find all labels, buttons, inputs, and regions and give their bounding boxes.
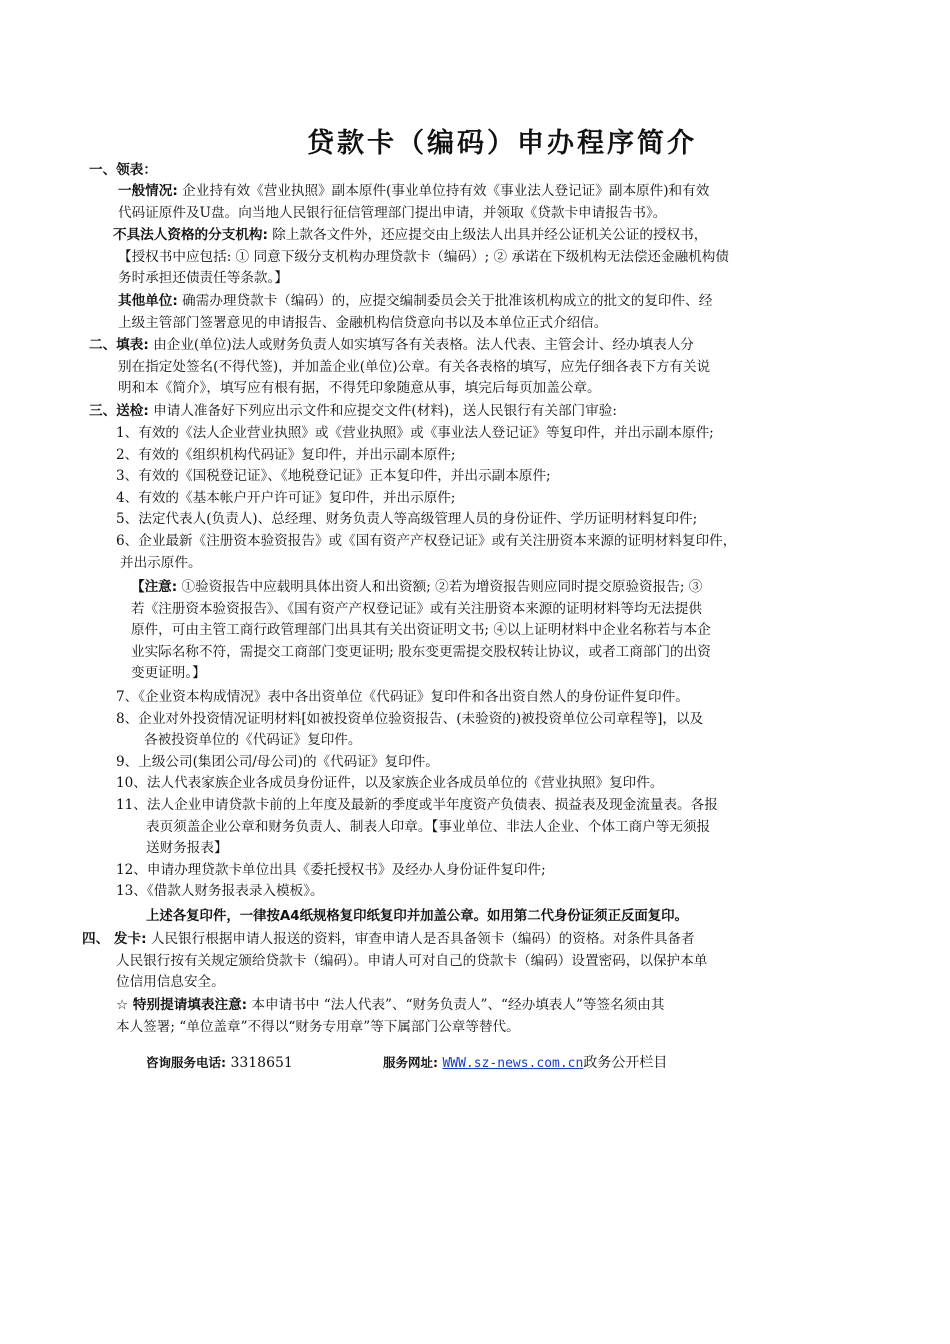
- note-line-5: 变更证明。】: [131, 665, 206, 682]
- web-suffix: 政务公开栏目: [583, 1055, 668, 1071]
- note-paragraph: [131, 577, 879, 685]
- general-paragraph: [118, 181, 878, 224]
- issue-line-3: 位信用信息安全。: [116, 974, 225, 991]
- submit-intro: 申请人准备好下列应出示文件和应提交文件(材料)，送人民银行有关部门审验:: [153, 403, 617, 419]
- list-item: 2、有效的《组织机构代码证》复印件，并出示副本原件;: [116, 446, 456, 463]
- branch-paragraph: [113, 225, 878, 290]
- list-item-continued: 并出示原件。: [120, 554, 202, 571]
- issue-line-1: 人民银行根据申请人报送的资料，审查申请人是否具备领卡（编码）的资格。对条件具备者: [150, 931, 695, 947]
- other-paragraph: [118, 291, 878, 334]
- contact-web: [383, 1052, 667, 1075]
- list-item: 7、《企业资本构成情况》表中各出资单位《代码证》复印件和各出资自然人的身份证件复印件。: [116, 689, 689, 705]
- branch-line-2: 【授权书中应包括: ① 同意下级分支机构办理贷款卡（编码）; ② 承诺在下级机构无法偿还金融机构债: [118, 248, 729, 265]
- list-item-continued: 表页须盖企业公章和财务负责人、制表人印章。【事业单位、非法人企业、个体工商户等无须报: [146, 818, 711, 835]
- section-three-heading: 三、送检:: [89, 403, 149, 419]
- phone-label: 咨询服务电话:: [146, 1055, 226, 1070]
- submit-list-a: [116, 423, 886, 574]
- branch-line-3: 务时承担还债责任等条款。】: [118, 270, 288, 287]
- list-item: 6、企业最新《注册资本验资报告》或《国有资产产权登记证》或有关注册资本来源的证明材料复印件，: [116, 532, 737, 549]
- copy-requirement-note: 上述各复印件，一律按A4纸规格复印纸复印并加盖公章。如用第二代身份证须正反面复印。: [146, 909, 688, 924]
- fill-line-3: 明和本《简介》，填写应有根有据，不得凭印象随意从事，填完后每页加盖公章。: [118, 380, 601, 397]
- note-line-1: ①验资报告中应载明具体出资人和出资额; ②若为增资报告则应同时提交原验资报告; ③: [181, 579, 703, 595]
- page-title: 贷款卡（编码）申办程序简介: [307, 128, 697, 159]
- fill-line-1: 由企业(单位)法人或财务负责人如实填写各有关表格。法人代表、主管会计、经办填表人分: [153, 337, 694, 353]
- web-label: 服务网址:: [383, 1055, 438, 1070]
- list-item: 5、法定代表人(负责人)、总经理、财务负责人等高级管理人员的身份证件、学历证明材料复印件;: [116, 511, 698, 528]
- section-four-heading: 四、 发卡:: [82, 931, 147, 947]
- list-item: 1、有效的《法人企业营业执照》或《营业执照》或《事业法人登记证》等复印件，并出示副本原件;: [116, 425, 714, 441]
- list-item: 4、有效的《基本帐户开户许可证》复印件，并出示原件;: [116, 489, 456, 506]
- phone-number: 3318651: [230, 1055, 293, 1071]
- note-line-4: 业实际名称不符，需提交工商部门变更证明; 股东变更需提交股权转让协议，或者工商部门的出资: [131, 643, 711, 660]
- list-item-continued: 各被投资单位的《代码证》复印件。: [144, 732, 362, 749]
- fill-line-2: 别在指定处签名(不得代签)，并加盖企业(单位)公章。有关各表格的填写，应先仔细各表下方有关说: [118, 358, 711, 375]
- submit-list-b: [116, 687, 886, 903]
- list-item: 10、法人代表家族企业各成员身份证件，以及家族企业各成员单位的《营业执照》复印件。: [116, 775, 664, 792]
- note-line-2: 若《注册资本验资报告》、《国有资产产权登记证》或有关注册资本来源的证明材料等均无法提供: [131, 600, 702, 617]
- list-item: 11、法人企业申请贷款卡前的上年度及最新的季度或半年度资产负债表、损益表及现金流量表。各报: [116, 796, 718, 813]
- general-line-1: 企业持有效《营业执照》副本原件(事业单位持有效《事业法人登记证》副本原件)和有效: [182, 183, 710, 199]
- list-item: 3、有效的《国税登记证》、《地税登记证》正本复印件，并出示副本原件;: [116, 468, 551, 485]
- list-item: 9、上级公司(集团公司/母公司)的《代码证》复印件。: [116, 753, 439, 770]
- other-line-1: 确需办理贷款卡（编码）的，应提交编制委员会关于批准该机构成立的批文的复印件、经: [182, 293, 713, 309]
- general-line-2: 代码证原件及U盘。向当地人民银行征信管理部门提出申请，并领取《贷款卡申请报告书》。: [118, 204, 667, 221]
- web-link[interactable]: WWW.sz-news.com.cn: [442, 1056, 584, 1071]
- section-three-intro: [89, 401, 879, 423]
- special-note: [116, 995, 880, 1038]
- note-label: 【注意:: [131, 579, 178, 595]
- section-two-heading: 二、填表:: [89, 337, 149, 353]
- special-label: ☆ 特别提请填表注意:: [116, 997, 248, 1013]
- branch-label: 不具法人资格的分支机构:: [113, 227, 268, 243]
- section-one-heading: 一、领表：: [89, 162, 157, 178]
- list-item-continued: 送财务报表】: [146, 840, 228, 857]
- branch-line-1: 除上款各文件外，还应提交由上级法人出具并经公证机关公证的授权书，: [272, 227, 708, 243]
- section-four: [82, 929, 882, 994]
- special-line-1: 本申请书中 “法人代表”、“财务负责人”、“经办填表人”等签名须由其: [251, 997, 665, 1013]
- issue-line-2: 人民银行按有关规定颁给贷款卡（编码）。申请人可对自己的贷款卡（编码）设置密码，以保护本单: [116, 952, 708, 969]
- list-item: 12、申请办理贷款卡单位出具《委托授权书》及经办人身份证件复印件;: [116, 861, 546, 878]
- special-line-2: 本人签署; “单位盖章”不得以“财务专用章”等下属部门公章等替代。: [116, 1018, 520, 1035]
- general-label: 一般情况:: [118, 183, 178, 199]
- list-item: 8、企业对外投资情况证明材料[如被投资单位验资报告、(未验资的)被投资单位公司章程等]，以及: [116, 710, 704, 727]
- list-item: 13、《借款人财务报表录入模板》。: [116, 883, 324, 900]
- other-line-2: 上级主管部门签署意见的申请报告、金融机构信贷意向书以及本单位正式介绍信。: [118, 314, 608, 331]
- contact-phone: [146, 1052, 293, 1075]
- other-label: 其他单位:: [118, 293, 178, 309]
- section-two: [89, 335, 879, 400]
- note-line-3: 原件，可由主管工商行政管理部门出具其有关出资证明文书; ④以上证明材料中企业名称若与本企: [131, 622, 711, 639]
